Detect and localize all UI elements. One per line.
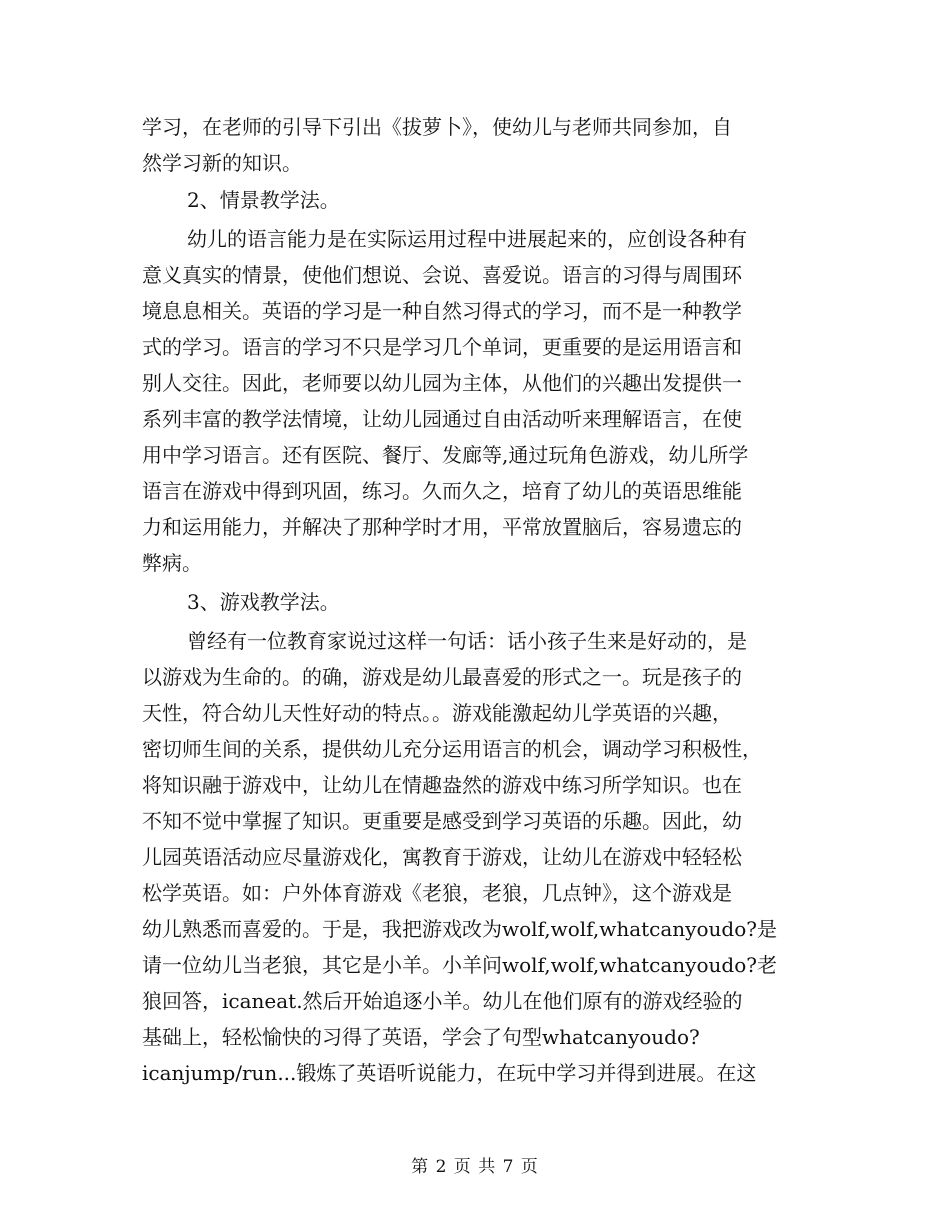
text-line: 密切师生间的关系，提供幼儿充分运用语言的机会，调动学习积极性，: [142, 737, 762, 761]
text-line: icanjump/run...锻炼了英语听说能力，在玩中学习并得到进展。在这: [142, 1061, 757, 1085]
page-number-footer: 第 2 页 共 7 页: [411, 1157, 539, 1177]
text-line: 学习，在老师的引导下引出《拔萝卜》，使幼儿与老师共同参加，自: [142, 115, 732, 139]
text-line: 松学英语。如：户外体育游戏《老狼，老狼，几点钟》，这个游戏是: [142, 881, 732, 905]
text-line: 力和运用能力，并解决了那种学时才用，平常放置脑后，容易遗忘的: [142, 515, 742, 539]
text-line: 狼回答，icaneat.然后开始追逐小羊。幼儿在他们原有的游戏经验的: [142, 989, 743, 1013]
text-line: 意义真实的情景，使他们想说、会说、喜爱说。语言的习得与周围环: [142, 263, 742, 287]
text-line: 用中学习语言。还有医院、餐厅、发廊等,通过玩角色游戏，幼儿所学: [142, 443, 749, 467]
text-line: 基础上，轻松愉快的习得了英语，学会了句型whatcanyoudo?: [142, 1025, 700, 1049]
text-line: 弊病。: [142, 551, 202, 575]
text-line: 天性，符合幼儿天性好动的特点。。游戏能激起幼儿学英语的兴趣，: [142, 701, 732, 725]
text-line: 请一位幼儿当老狼，其它是小羊。小羊问wolf,wolf,whatcanyoudo?老: [142, 953, 777, 977]
text-line: 系列丰富的教学法情境，让幼儿园通过自由活动听来理解语言，在使: [142, 407, 742, 431]
text-line: 曾经有一位教育家说过这样一句话：话小孩子生来是好动的，是: [187, 629, 747, 653]
text-line: 不知不觉中掌握了知识。更重要是感受到学习英语的乐趣。因此，幼: [142, 809, 742, 833]
text-line: 境息息相关。英语的学习是一种自然习得式的学习，而不是一种教学: [142, 299, 742, 323]
text-line: 语言在游戏中得到巩固，练习。久而久之，培育了幼儿的英语思维能: [142, 479, 742, 503]
text-line: 儿园英语活动应尽量游戏化，寓教育于游戏，让幼儿在游戏中轻轻松: [142, 845, 742, 869]
text-line: 别人交往。因此，老师要以幼儿园为主体，从他们的兴趣出发提供一: [142, 371, 742, 395]
text-line: 幼儿熟悉而喜爱的。于是，我把游戏改为wolf,wolf,whatcanyoudo?是: [142, 917, 777, 941]
text-line: 幼儿的语言能力是在实际运用过程中进展起来的，应创设各种有: [187, 227, 747, 251]
text-line: 以游戏为生命的。的确，游戏是幼儿最喜爱的形式之一。玩是孩子的: [142, 665, 742, 689]
text-line: 将知识融于游戏中，让幼儿在情趣盎然的游戏中练习所学知识。也在: [142, 773, 742, 797]
text-line: 式的学习。语言的学习不只是学习几个单词，更重要的是运用语言和: [142, 335, 742, 359]
text-line: 然学习新的知识。: [142, 151, 302, 175]
section-heading: 2、情景教学法。: [187, 188, 340, 212]
section-heading: 3、游戏教学法。: [187, 590, 340, 614]
